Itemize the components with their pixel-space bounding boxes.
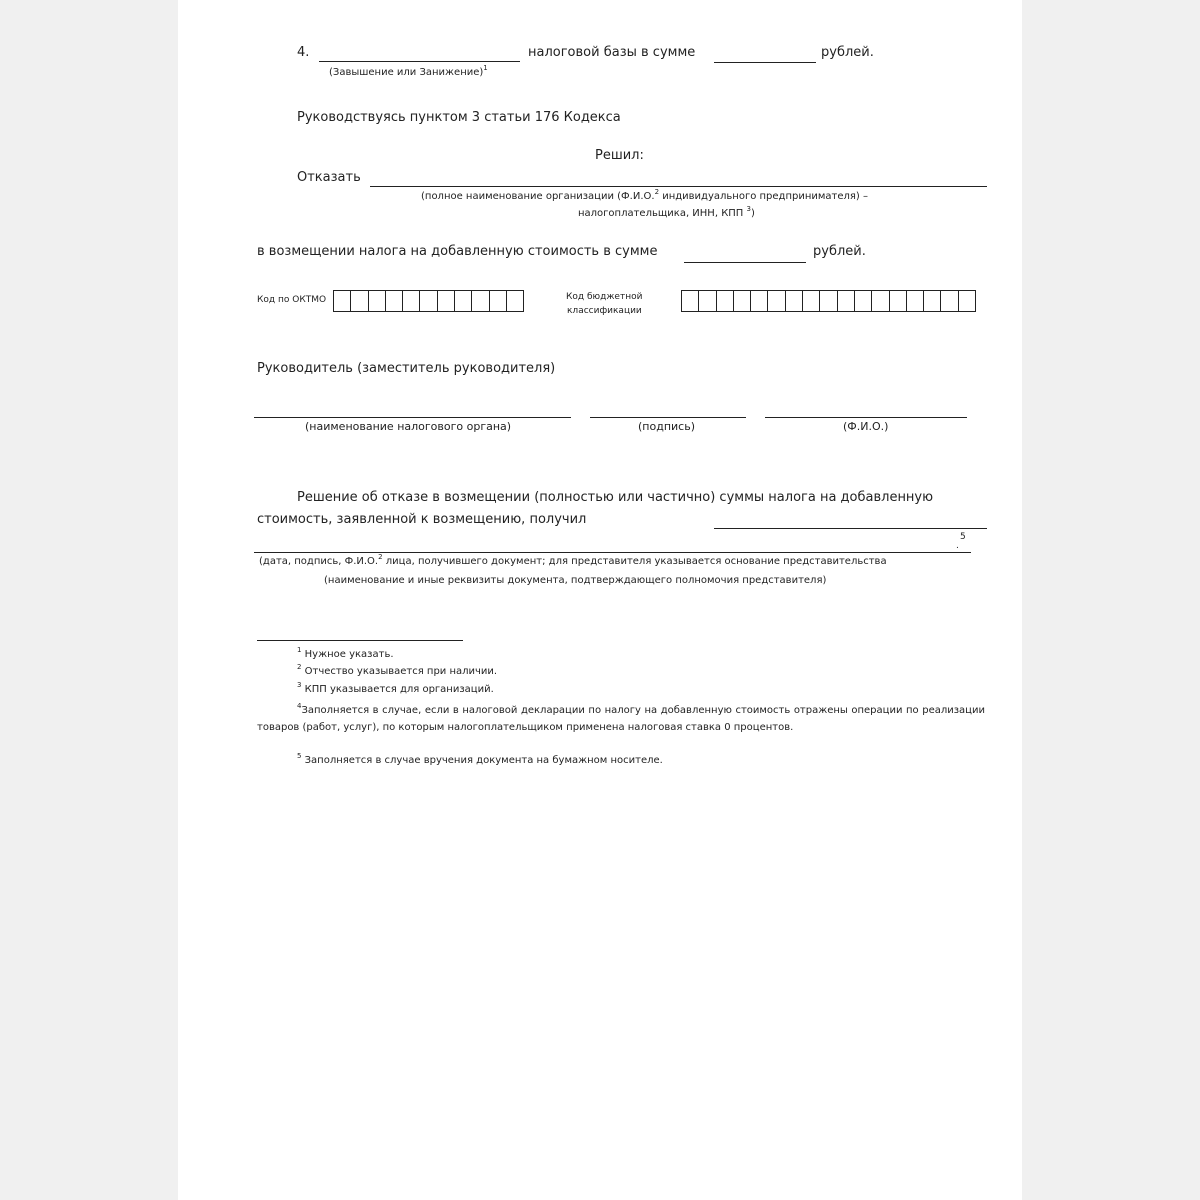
signature-line [590, 417, 746, 418]
footnote-separator [257, 640, 463, 641]
rubles-label-1: рублей. [821, 45, 874, 60]
signature-caption: (подпись) [638, 420, 695, 433]
receipt-text-line2: стоимость, заявленной к возмещению, получил [257, 512, 587, 527]
receipt-dot: . [956, 541, 959, 551]
footnote-1: $^1$ Нужное указать. [297, 646, 394, 660]
item-number: 4. [297, 45, 310, 60]
tax-base-text: налоговой базы в сумме [528, 45, 696, 60]
refuse-label: Отказать [297, 170, 361, 185]
fio-caption: (Ф.И.О.) [843, 420, 889, 433]
kbk-label-line1: Код бюджетной [566, 292, 643, 302]
over-under-caption: (Завышение или Занижение)$^1$ [329, 64, 488, 78]
footnote-2: $^2$ Отчество указывается при наличии. [297, 663, 498, 677]
organization-name-line [370, 186, 987, 187]
tax-base-amount-line [714, 62, 816, 63]
vat-text: в возмещении налога на добавленную стоимость в сумме [257, 244, 658, 259]
footnote-3: $^3$ КПП указывается для организаций. [297, 681, 494, 695]
fio-line [765, 417, 967, 418]
kbk-label-line2: классификации [567, 306, 642, 316]
over-under-line [319, 61, 520, 62]
authority-line [254, 417, 571, 418]
receipt-text-line1: Решение об отказе в возмещении (полностью или частично) суммы налога на добавленную [297, 490, 934, 505]
decided-heading: Решил: [595, 148, 644, 163]
head-label: Руководитель (заместитель руководителя) [257, 361, 556, 376]
document-page [178, 0, 1022, 1200]
oktmo-boxes [333, 290, 524, 312]
receipt-details-line [254, 552, 971, 553]
organization-caption-line2: налогоплательщика, ИНН, КПП $^3$) [578, 205, 755, 219]
receiver-line [714, 528, 987, 529]
kbk-boxes [681, 290, 976, 312]
authority-caption: (наименование налогового органа) [305, 420, 512, 433]
receipt-footnote-ref: 5 [960, 532, 966, 542]
footnote-4: $^4$Заполняется в случае, если в налоговой декларации по налогу на добавленную стоимость отражены операции по реализации товаров (работ, услуг), по которым налогоплательщиком применена налоговая ставка 0 процентов. [257, 702, 985, 733]
receipt-caption-line2: (наименование и иные реквизиты документа, подтверждающего полномочия представителя) [324, 575, 827, 586]
receipt-caption-line1: (дата, подпись, Ф.И.О.$^2$ лица, получившего документ; для представителя указывается основание представительства [259, 553, 887, 567]
basis-text: Руководствуясь пунктом 3 статьи 176 Кодекса [297, 110, 621, 125]
vat-amount-line [684, 262, 806, 263]
organization-caption-line1: (полное наименование организации (Ф.И.О.$^2$ индивидуального предпринимателя) – [421, 188, 869, 202]
oktmo-label: Код по ОКТМО [257, 295, 327, 305]
rubles-label-2: рублей. [813, 244, 866, 259]
footnote-5: $^5$ Заполняется в случае вручения документа на бумажном носителе. [297, 752, 663, 766]
